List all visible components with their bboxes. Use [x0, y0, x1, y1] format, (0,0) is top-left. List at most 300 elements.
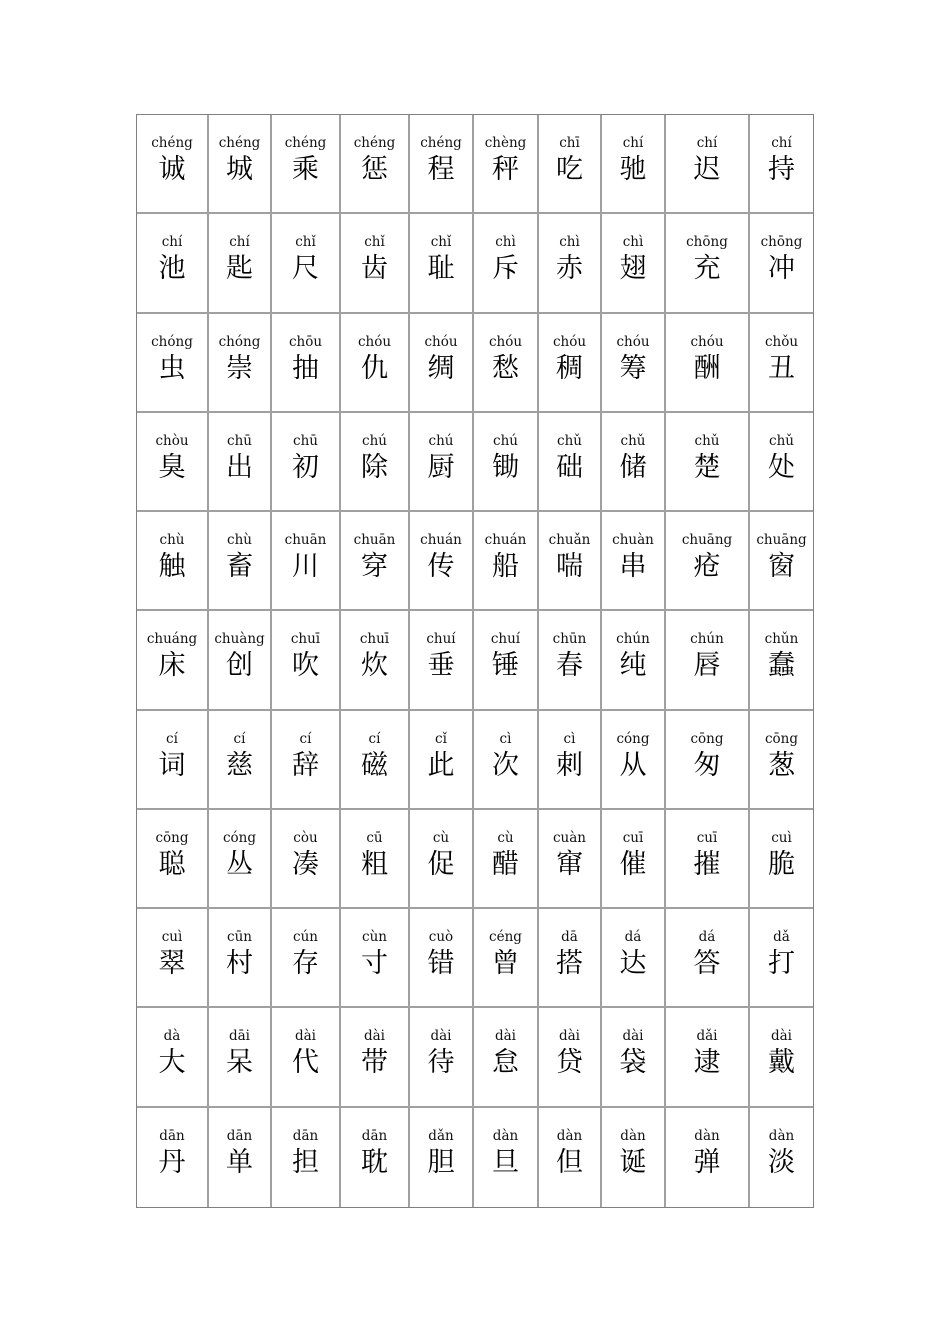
- character-cell: [137, 115, 209, 214]
- pinyin-label: dǎi: [696, 1028, 718, 1045]
- pinyin-label: cūn: [227, 929, 252, 946]
- character-cell: [602, 611, 666, 710]
- pinyin-label: cuàn: [553, 829, 586, 846]
- character-cell: [341, 611, 410, 710]
- character-cell: [602, 214, 666, 313]
- hanzi-character: 喘: [556, 551, 583, 583]
- character-cell: [341, 810, 410, 909]
- pinyin-label: cóng: [222, 829, 257, 846]
- hanzi-character: 传: [427, 551, 455, 583]
- hanzi-character: 赤: [556, 253, 583, 285]
- character-cell: [539, 413, 602, 512]
- hanzi-character: 匆: [693, 749, 721, 781]
- pinyin-label: chòu: [155, 432, 189, 449]
- pinyin-label: cǐ: [435, 730, 447, 747]
- character-cell: [272, 711, 341, 810]
- pinyin-label: chú: [493, 432, 518, 449]
- character-cell: [539, 314, 602, 413]
- pinyin-label: cuì: [771, 829, 792, 846]
- hanzi-character: 胆: [427, 1146, 455, 1178]
- hanzi-character: 翅: [619, 253, 647, 285]
- hanzi-character: 持: [768, 154, 795, 185]
- hanzi-character: 促: [427, 848, 455, 880]
- hanzi-character: 酬: [693, 352, 721, 384]
- character-cell: [137, 1108, 209, 1207]
- pinyin-label: chōng: [686, 234, 728, 251]
- pinyin-label: dàn: [556, 1127, 583, 1144]
- character-cell: [602, 711, 666, 810]
- character-cell: [272, 512, 341, 611]
- character-cell: [474, 512, 539, 611]
- pinyin-label: chuáng: [146, 631, 198, 648]
- hanzi-character: 搭: [556, 948, 583, 980]
- character-cell: [272, 1008, 341, 1107]
- pinyin-label: chuǎn: [548, 532, 591, 549]
- hanzi-character: 池: [158, 253, 186, 285]
- pinyin-label: cōng: [690, 730, 724, 747]
- pinyin-label: chǔn: [764, 631, 799, 648]
- character-cell: [137, 314, 209, 413]
- character-cell: [750, 413, 813, 512]
- hanzi-character: 耽: [361, 1146, 388, 1178]
- hanzi-character: 丹: [158, 1146, 186, 1178]
- character-cell: [410, 909, 474, 1008]
- hanzi-character: 旦: [492, 1146, 519, 1178]
- hanzi-character: 创: [226, 650, 253, 682]
- character-cell: [602, 1108, 666, 1207]
- character-cell: [341, 512, 410, 611]
- pinyin-label: chéng: [353, 135, 396, 151]
- hanzi-character: 吹: [292, 650, 319, 682]
- character-cell: [209, 1008, 272, 1107]
- hanzi-character: 脆: [768, 848, 795, 880]
- character-cell: [209, 611, 272, 710]
- hanzi-character: 筹: [619, 352, 647, 384]
- character-cell: [602, 1008, 666, 1107]
- hanzi-character: 答: [693, 948, 721, 980]
- character-cell: [474, 115, 539, 214]
- hanzi-character: 袋: [619, 1047, 647, 1079]
- pinyin-label: chún: [616, 631, 650, 648]
- character-cell: [539, 611, 602, 710]
- pinyin-label: dàn: [768, 1127, 795, 1144]
- pinyin-label: chū: [227, 432, 252, 449]
- hanzi-character: 窗: [768, 551, 795, 583]
- pinyin-label: chuī: [359, 631, 390, 648]
- hanzi-character: 抽: [292, 352, 319, 384]
- hanzi-character: 打: [768, 948, 795, 980]
- character-cell: [750, 1008, 813, 1107]
- pinyin-label: chóu: [552, 333, 587, 350]
- hanzi-character: 贷: [556, 1047, 583, 1079]
- pinyin-label: dā: [561, 929, 578, 946]
- pinyin-label: chōu: [288, 333, 323, 350]
- character-cell: [410, 214, 474, 313]
- hanzi-character: 此: [427, 749, 455, 781]
- hanzi-character: 虫: [158, 352, 186, 384]
- hanzi-character: 弹: [693, 1146, 721, 1178]
- character-cell: [474, 909, 539, 1008]
- hanzi-character: 呆: [226, 1047, 253, 1079]
- hanzi-character: 处: [768, 451, 795, 483]
- pinyin-label: dài: [430, 1028, 452, 1045]
- hanzi-character: 斥: [492, 253, 519, 285]
- hanzi-character: 床: [158, 650, 186, 682]
- pinyin-label: cuò: [428, 929, 454, 946]
- pinyin-label: chǔ: [557, 432, 582, 449]
- hanzi-character: 醋: [492, 848, 519, 880]
- character-cell: [539, 1108, 602, 1207]
- character-cell: [272, 314, 341, 413]
- hanzi-character: 丛: [226, 848, 253, 880]
- character-cell: [341, 1008, 410, 1107]
- hanzi-character: 翠: [158, 948, 186, 980]
- hanzi-character: 楚: [693, 451, 721, 483]
- pinyin-label: chù: [227, 532, 252, 549]
- character-cell: [209, 909, 272, 1008]
- hanzi-character: 惩: [361, 154, 388, 185]
- hanzi-character: 窜: [556, 848, 583, 880]
- hanzi-character: 除: [361, 451, 388, 483]
- pinyin-label: dān: [159, 1127, 185, 1144]
- character-cell: [666, 512, 750, 611]
- character-cell: [666, 711, 750, 810]
- pinyin-label: dān: [361, 1127, 388, 1144]
- character-cell: [341, 115, 410, 214]
- pinyin-label: chóng: [218, 333, 261, 350]
- hanzi-character: 垂: [427, 650, 455, 682]
- hanzi-character: 愁: [492, 352, 519, 384]
- character-cell: [410, 115, 474, 214]
- pinyin-label: chuí: [490, 631, 521, 648]
- character-cell: [750, 1108, 813, 1207]
- hanzi-character: 词: [158, 749, 186, 781]
- pinyin-label: chōng: [760, 234, 803, 251]
- character-cell: [750, 214, 813, 313]
- character-cell: [539, 810, 602, 909]
- hanzi-character: 摧: [693, 848, 721, 880]
- pinyin-label: cún: [293, 929, 318, 946]
- character-cell: [602, 909, 666, 1008]
- pinyin-label: cí: [166, 730, 178, 747]
- pinyin-label: chèng: [484, 135, 527, 151]
- hanzi-character: 川: [292, 551, 319, 583]
- pinyin-label: dǎn: [428, 1127, 454, 1144]
- pinyin-label: dāi: [228, 1028, 250, 1045]
- character-cell: [602, 810, 666, 909]
- pinyin-label: chuān: [284, 532, 327, 549]
- character-cell: [602, 314, 666, 413]
- pinyin-label: chǒu: [764, 333, 799, 350]
- character-cell: [750, 611, 813, 710]
- character-cell: [410, 413, 474, 512]
- character-cell: [602, 115, 666, 214]
- character-cell: [750, 711, 813, 810]
- hanzi-character: 冲: [768, 253, 795, 285]
- hanzi-character: 臭: [158, 451, 186, 483]
- character-cell: [666, 1008, 750, 1107]
- pinyin-label: cù: [497, 829, 514, 846]
- pinyin-label: cōng: [155, 829, 189, 846]
- character-cell: [474, 1108, 539, 1207]
- character-cell: [209, 1108, 272, 1207]
- hanzi-character: 诚: [158, 154, 186, 185]
- character-cell: [137, 413, 209, 512]
- character-cell: [272, 115, 341, 214]
- character-cell: [272, 810, 341, 909]
- pinyin-label: dàn: [620, 1127, 646, 1144]
- character-cell: [341, 314, 410, 413]
- hanzi-character: 磁: [361, 749, 388, 781]
- pinyin-label: chǐ: [295, 234, 316, 251]
- character-cell: [272, 1108, 341, 1207]
- pinyin-character-table: [136, 114, 814, 1208]
- hanzi-character: 初: [292, 451, 319, 483]
- pinyin-label: chóu: [357, 333, 392, 350]
- hanzi-character: 畜: [226, 551, 253, 583]
- pinyin-label: cóng: [616, 730, 650, 747]
- character-cell: [666, 611, 750, 710]
- character-cell: [666, 214, 750, 313]
- character-cell: [272, 413, 341, 512]
- hanzi-character: 凑: [292, 848, 319, 880]
- pinyin-label: chí: [229, 234, 250, 251]
- hanzi-character: 迟: [693, 154, 721, 185]
- pinyin-label: chuāng: [756, 532, 807, 549]
- character-cell: [410, 611, 474, 710]
- pinyin-label: dǎ: [773, 929, 790, 946]
- character-cell: [341, 413, 410, 512]
- pinyin-label: cí: [368, 730, 381, 747]
- hanzi-character: 锄: [492, 451, 519, 483]
- hanzi-character: 怠: [492, 1047, 519, 1079]
- pinyin-label: cuī: [622, 829, 644, 846]
- hanzi-character: 次: [492, 749, 519, 781]
- hanzi-character: 寸: [361, 948, 388, 980]
- hanzi-character: 仇: [361, 352, 388, 384]
- character-cell: [272, 909, 341, 1008]
- character-cell: [539, 512, 602, 611]
- character-cell: [341, 214, 410, 313]
- character-cell: [410, 314, 474, 413]
- pinyin-label: chú: [362, 432, 387, 449]
- character-cell: [474, 413, 539, 512]
- character-cell: [750, 512, 813, 611]
- hanzi-character: 代: [292, 1047, 319, 1079]
- character-cell: [666, 810, 750, 909]
- character-cell: [539, 1008, 602, 1107]
- pinyin-label: chǔ: [769, 432, 794, 449]
- character-cell: [539, 711, 602, 810]
- character-cell: [272, 611, 341, 710]
- pinyin-label: dài: [294, 1028, 316, 1045]
- hanzi-character: 疮: [693, 551, 721, 583]
- character-cell: [474, 611, 539, 710]
- character-cell: [209, 214, 272, 313]
- pinyin-label: chì: [559, 234, 580, 251]
- pinyin-label: cù: [432, 829, 450, 846]
- pinyin-label: dān: [292, 1127, 319, 1144]
- pinyin-label: chǐ: [430, 234, 452, 251]
- hanzi-character: 充: [693, 253, 721, 285]
- pinyin-label: chū: [293, 432, 318, 449]
- hanzi-character: 慈: [226, 749, 253, 781]
- pinyin-label: dá: [624, 929, 642, 946]
- character-grid: [137, 115, 813, 1207]
- pinyin-label: chóu: [488, 333, 523, 350]
- character-cell: [410, 1008, 474, 1107]
- hanzi-character: 催: [619, 848, 647, 880]
- character-cell: [341, 909, 410, 1008]
- hanzi-character: 纯: [619, 650, 647, 682]
- character-cell: [137, 909, 209, 1008]
- pinyin-label: chuán: [420, 532, 462, 549]
- character-cell: [474, 711, 539, 810]
- character-cell: [539, 909, 602, 1008]
- pinyin-label: chuàn: [612, 532, 654, 549]
- character-cell: [209, 115, 272, 214]
- pinyin-label: chéng: [284, 135, 327, 151]
- character-cell: [474, 214, 539, 313]
- hanzi-character: 蠢: [768, 650, 795, 682]
- pinyin-label: chéng: [218, 135, 261, 151]
- pinyin-label: chù: [159, 532, 185, 549]
- character-cell: [750, 909, 813, 1008]
- hanzi-character: 担: [292, 1146, 319, 1178]
- pinyin-label: chuí: [426, 631, 456, 648]
- hanzi-character: 粗: [361, 848, 388, 880]
- pinyin-label: chéng: [151, 135, 193, 151]
- character-cell: [602, 413, 666, 512]
- hanzi-character: 尺: [292, 253, 319, 285]
- pinyin-label: cùn: [362, 929, 387, 946]
- hanzi-character: 丑: [768, 352, 795, 384]
- character-cell: [666, 314, 750, 413]
- pinyin-label: dài: [494, 1028, 516, 1045]
- hanzi-character: 从: [619, 749, 647, 781]
- pinyin-label: chéng: [420, 135, 462, 151]
- hanzi-character: 达: [619, 948, 647, 980]
- hanzi-character: 秤: [492, 154, 519, 185]
- hanzi-character: 带: [361, 1047, 388, 1079]
- hanzi-character: 唇: [693, 650, 721, 682]
- hanzi-character: 炊: [361, 650, 388, 682]
- pinyin-label: chí: [696, 135, 718, 151]
- character-cell: [137, 711, 209, 810]
- pinyin-label: chí: [622, 135, 644, 151]
- pinyin-label: chóu: [424, 333, 458, 350]
- pinyin-label: cuī: [696, 829, 718, 846]
- pinyin-label: céng: [489, 929, 522, 946]
- hanzi-character: 单: [226, 1146, 253, 1178]
- hanzi-character: 础: [556, 451, 583, 483]
- character-cell: [666, 413, 750, 512]
- hanzi-character: 船: [492, 551, 519, 583]
- pinyin-label: dà: [163, 1028, 181, 1045]
- pinyin-label: chóng: [151, 333, 193, 350]
- hanzi-character: 崇: [226, 352, 253, 384]
- character-cell: [666, 1108, 750, 1207]
- hanzi-character: 聪: [158, 848, 186, 880]
- hanzi-character: 出: [226, 451, 253, 483]
- pinyin-label: cōng: [764, 730, 799, 747]
- pinyin-label: chóu: [616, 333, 650, 350]
- character-cell: [209, 711, 272, 810]
- pinyin-label: chún: [690, 631, 724, 648]
- hanzi-character: 城: [226, 154, 253, 185]
- pinyin-label: cí: [299, 730, 312, 747]
- pinyin-label: chī: [559, 135, 580, 151]
- character-cell: [410, 711, 474, 810]
- character-cell: [539, 115, 602, 214]
- character-cell: [137, 512, 209, 611]
- hanzi-character: 吃: [556, 154, 583, 185]
- hanzi-character: 绸: [427, 352, 455, 384]
- character-cell: [341, 711, 410, 810]
- hanzi-character: 但: [556, 1146, 583, 1178]
- pinyin-label: chí: [771, 135, 792, 151]
- character-cell: [666, 909, 750, 1008]
- pinyin-label: dá: [698, 929, 716, 946]
- character-cell: [474, 1008, 539, 1107]
- pinyin-label: chuāng: [681, 532, 733, 549]
- hanzi-character: 触: [158, 551, 186, 583]
- character-cell: [474, 314, 539, 413]
- character-cell: [341, 1108, 410, 1207]
- pinyin-label: cuì: [161, 929, 183, 946]
- pinyin-label: dài: [622, 1028, 644, 1045]
- character-cell: [137, 1008, 209, 1107]
- hanzi-character: 曾: [492, 948, 519, 980]
- hanzi-character: 错: [427, 948, 455, 980]
- hanzi-character: 穿: [361, 551, 388, 583]
- hanzi-character: 齿: [361, 253, 388, 285]
- character-cell: [750, 115, 813, 214]
- pinyin-label: chú: [428, 432, 454, 449]
- character-cell: [137, 810, 209, 909]
- hanzi-character: 大: [158, 1047, 186, 1079]
- pinyin-label: chūn: [552, 631, 587, 648]
- hanzi-character: 逮: [693, 1047, 721, 1079]
- character-cell: [209, 413, 272, 512]
- character-cell: [474, 810, 539, 909]
- character-cell: [750, 314, 813, 413]
- pinyin-label: chóu: [690, 333, 724, 350]
- pinyin-label: chǔ: [694, 432, 720, 449]
- hanzi-character: 春: [556, 650, 583, 682]
- hanzi-character: 耻: [427, 253, 455, 285]
- character-cell: [666, 115, 750, 214]
- character-cell: [410, 512, 474, 611]
- hanzi-character: 驰: [619, 154, 647, 185]
- pinyin-label: chuān: [353, 532, 396, 549]
- pinyin-label: dān: [226, 1127, 253, 1144]
- hanzi-character: 乘: [292, 154, 319, 185]
- pinyin-label: cí: [233, 730, 246, 747]
- pinyin-label: còu: [293, 829, 318, 846]
- character-cell: [137, 611, 209, 710]
- hanzi-character: 诞: [619, 1146, 647, 1178]
- character-cell: [602, 512, 666, 611]
- pinyin-label: dài: [770, 1028, 792, 1045]
- hanzi-character: 串: [619, 551, 647, 583]
- pinyin-label: chuī: [290, 631, 321, 648]
- pinyin-label: dài: [558, 1028, 580, 1045]
- pinyin-label: chí: [161, 234, 183, 251]
- hanzi-character: 村: [226, 948, 253, 980]
- pinyin-label: cì: [563, 730, 576, 747]
- hanzi-character: 程: [427, 154, 455, 185]
